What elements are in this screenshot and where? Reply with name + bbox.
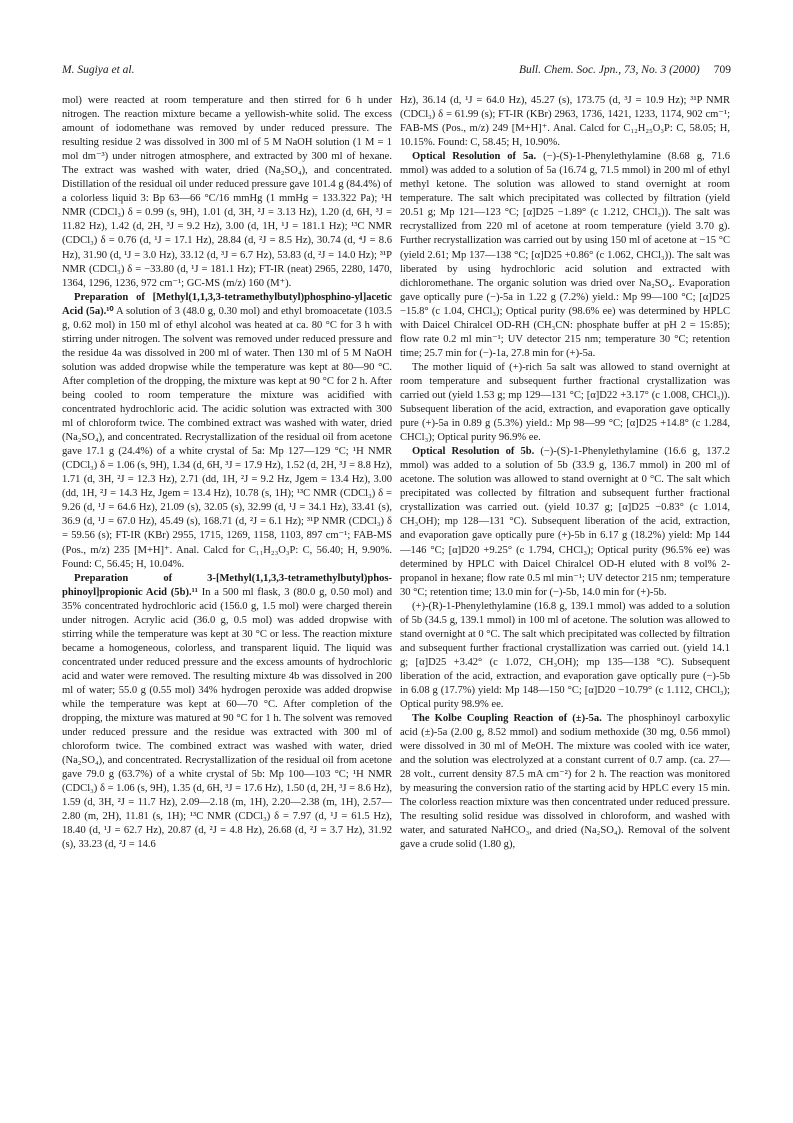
paragraph-text: A solution of 3 (48.0 g, 0.30 mol) and ethyl bromoacetate (103.5 g, 0.62 mol) in 150 ml of ethyl alcohol was heated at ca. 80 °C for 3 h with stirring under nitrogen. The solvent was removed under reduced pressure and the residue 4a was dissolved in 200 ml of water. Then 130 ml of 5 M NaOH solution was added dropwise while the temperature was kept at 80—90 °C. After completion of the dropping, the mixture was kept at 90 °C for 2 h. After being cooled to room temperature the mixture was acidified with concentrated hydrochloric acid. The acidic solution was extracted with 300 ml of chloroform twice. The combined extract was washed with water, dried (Na₂SO₄), and concentrated. Recrystallization of the residual oil from acetone gave 17.1 g (24.4%) of a white crystal of 5a: Mp 127—129 °C; ¹H NMR (CDCl₃) δ = 1.06 (s, 9H), 1.34 (d, 6H, ³J = 17.9 Hz), 1.52 (d, 2H, ³J = 8.8 Hz), 1.71 (d, 3H, ²J = 12.3 Hz), 2.71 (dd, 1H, ²J = 9.2 Hz, Jgem = 13.4 Hz), 3.00 (dd, 1H, ²J = 14.3 Hz, Jgem = 13.4 Hz), 10.78 (s, 1H); ¹³C NMR (CDCl₃) δ = 9.26 (d, ¹J = 64.6 Hz), 21.09 (s), 32.05 (s), 32.99 (d, ¹J = 34.1 Hz), 33.41 (s), 36.9 (d, ¹J = 67.0 Hz), 45.49 (s), 168.71 (d, ²J = 6.1 Hz); ³¹P NMR (CDCl₃) δ = 59.56 (s); FT-IR (KBr) 2955, 1715, 1269, 1158, 1103, 897 cm⁻¹; FAB-MS (Pos., m/z) 235 [M+H]⁺. Anal. Calcd for C₁₁H₂₃O₃P: C, 56.40; H, 9.90%. Found: C, 56.45; H, 10.04%.: [62, 305, 392, 570]
paragraph: [62, 94, 392, 291]
paragraph-text: (+)-(R)-1-Phenylethylamine (16.8 g, 139.1 mmol) was added to a solution of 5b (34.5 g, 139.1 mmol) in 100 ml of acetone. The solution was allowed to stand overnight at 0 °C. The salt which precipitated was collected by filtration and subsequent further fractional crystallization was carried out. (yield 14.1 g; [α]D25 +3.42° (c 1.072, CH₃OH); mp 135—138 °C). Subsequent liberation of the acid, extraction, and evaporation gave optically pure (−)-5b in 6.08 g (17.7%) yield: Mp 148—150 °C; [α]D20 −10.79° (c 1.112, CHCl₃); Optical purity 98.9% ee.: [400, 600, 730, 711]
paragraph: [400, 445, 730, 600]
paragraph: [62, 572, 392, 853]
paragraph: [400, 712, 730, 852]
paragraph: [400, 600, 730, 712]
section-heading: Optical Resolution of 5a.: [412, 151, 537, 163]
running-head-journal: [519, 64, 731, 76]
right-column: [400, 94, 730, 853]
paragraph: [400, 150, 730, 361]
paragraph: [400, 94, 730, 150]
paragraph-text: (−)-(S)-1-Phenylethylamine (16.6 g, 137.2 mmol) was added to a solution of 5b (33.9 g, 136.7 mmol) in 200 ml of acetone. The solution was allowed to stand overnight at 0 °C. The salt which precipitated was collected by filtration and subsequent further fractional crystallization was carried out. (yield 10.37 g; [α]D25 −0.83° (c 1.014, CH₃OH); mp 128—131 °C). Subsequent liberation of the acid, extraction, and evaporation gave optically pure (+)-5b in 6.17 g (18.2%) yield: Mp 144—146 °C; [α]D20 +9.25° (c 1.794, CHCl₃); Optical purity (96.5% ee) was determined by HPLC with Daicel Chiralcel OD-H eluted with 8 vol% 2-propanol in hexane; flow rate 0.5 ml min⁻¹; UV detector 215 nm; temperature 30 °C; retention time; 13.0 min for (−)-5b, 14.0 min for (+)-5b.: [400, 446, 730, 598]
left-column: [62, 94, 392, 853]
paragraph-text: The phosphinoyl carboxylic acid (±)-5a (2.00 g, 8.52 mmol) and sodium methoxide (30 mg, 0.56 mmol) were dissolved in 30 ml of MeOH. The mixture was cooled with ice water, and the solution was electrolyzed at a constant current of 0.7 amp. (ca. 27—28 volt., current density 87.5 mA cm⁻²) for 2 h. The reaction was monitored by measuring the conversion ratio of the starting acid by HPLC every 15 min. The colorless reaction mixture was then concentrated under reduced pressure. The resulting solid residue was dissolved in chloroform, and washed with water, and saturated NaHCO₃, and dried (Na₂SO₄). Removal of the solvent gave a crude solid (1.80 g),: [400, 713, 730, 851]
paragraph-text: mol) were reacted at room temperature and then stirred for 6 h under nitrogen. The reaction mixture became a yellowish-white solid. The excess amount of iodomethane was removed by under reduced pressure. The resulting residue 2 was dissolved in 300 ml of 5 M NaOH solution (1 M = 1 mol dm⁻³) under nitrogen atmosphere, and extracted by 300 ml of hexane. The extract was washed with water, dried (Na₂SO₄), and concentrated. Distillation of the residual oil under reduced pressure gave 101.4 g (84.4%) of a colorless liquid 3: Bp 63—66 °C/16 mmHg (1 mmHg = 133.322 Pa); ¹H NMR (CDCl₃) δ = 0.99 (s, 9H), 1.01 (d, 3H, ²J = 3.13 Hz), 1.20 (d, 6H, ³J = 11.82 Hz), 1.42 (d, 2H, ³J = 9.2 Hz), 3.00 (d, 1H, ¹J = 181.1 Hz); ¹³C NMR (CDCl₃) δ = 0.76 (d, ¹J = 17.1 Hz), 28.84 (d, ²J = 8.5 Hz), 30.74 (d, ⁴J = 8.6 Hz), 31.90 (d, ¹J = 3.0 Hz), 33.12 (d, ³J = 6.7 Hz), 53.83 (d, ²J = 14.0 Hz); ³¹P NMR (CDCl₃) δ = −33.80 (d, ¹J = 181.1 Hz); FT-IR (neat) 2965, 2280, 1470, 1364, 1296, 1236, 972 cm⁻¹; GC-MS (m/z) 160 (M⁺).: [62, 95, 392, 289]
paragraph-text: (−)-(S)-1-Phenylethylamine (8.68 g, 71.6 mmol) was added to a solution of 5a (16.74 g, 71.5 mmol) in 200 ml of ethyl methyl ketone. The solution was allowed to stand overnight at room temperature. The salt which precipitated was collected by filtration (yield 20.51 g; Mp 121—123 °C; [α]D25 −1.89° (c 1.212, CHCl₃)). The salt was recrystallized from 220 ml of acetone at room temperature (yield 3.70 g). Further recrystallization was carried out by using 150 ml of acetone at −15 °C (yield 2.61; Mp 137—138 °C; [α]D25 +0.86° (c 1.062, CHCl₃)). The salt was liberated by using hydrochloric acid solution and extracted with dichloromethane. The organic solution was dried over Na₂SO₄. Evaporation gave optically pure (−)-5a in 1.22 g (7.2%) yield.: Mp 99—100 °C; [α]D25 −15.8° (c 1.04, CHCl₃); Optical purity (98.6% ee) was determined by HPLC with Daicel Chiralcel OD-RH (CH₃CN: phosphate buffer at pH 2 = 15:85); flow rate 0.2 ml min⁻¹; UV detector 215 nm; temperature 30 °C; retention time; 25.7 min for (−)-1a, 27.8 min for (+)-5a.: [400, 151, 730, 359]
section-heading: Preparation of [Methyl(1,1,3,3-tetramethylbutyl)phosphino-yl]acetic Acid (5a).¹⁰: [62, 291, 392, 317]
paragraph-text: In a 500 ml flask, 3 (80.0 g, 0.50 mol) and 35% concentrated hydrochloric acid (156.0 g, 1.5 mol) were charged therein under nitrogen. Acrylic acid (36.0 g, 0.5 mol) was added dropwise with stirring while the temperature was kept at 30 °C or less. The reaction mixture became a homogeneous, colorless, and transparent liquid. The liquid was concentrated under reduced pressure and the excess amounts of hydrochloric acid and water were removed. The resulting mixture 4b was dissolved in 200 ml of water; 55.0 g (0.55 mol) 34% hydrogen peroxide was added dropwise while the temperature was kept at 60—70 °C. After completion of the dropping, the mixture was matured at 90 °C for 1 h. The solvent was removed under reduced pressure and the residue was extracted with 300 ml of chloroform twice. The combined extract was washed with water, dried (Na₂SO₄), and concentrated. Recrystallization of the residual oil from acetone gave 79.0 g (63.7%) of a white crystal of 5b: Mp 100—103 °C; ¹H NMR (CDCl₃) δ = 1.06 (s, 9H), 1.35 (d, 6H, ³J = 17.6 Hz), 1.50 (d, 2H, ³J = 8.6 Hz), 1.59 (d, 3H, ²J = 11.7 Hz), 2.09—2.18 (m, 1H), 2.20—2.38 (m, 1H), 2.57—2.80 (m, 2H), 11.81 (s, 1H); ¹³C NMR (CDCl₃) δ = 7.97 (d, ¹J = 61.5 Hz), 18.40 (d, ¹J = 62.7 Hz), 20.87 (d, ²J = 4.8 Hz), 26.68 (d, ²J = 3.7 Hz), 31.92 (s), 33.23 (d, ²J = 14.6: [62, 586, 392, 851]
section-heading: The Kolbe Coupling Reaction of (±)-5a.: [412, 713, 602, 725]
page-number: 709: [713, 64, 731, 76]
paragraph-text: Hz), 36.14 (d, ¹J = 64.0 Hz), 45.27 (s), 173.75 (d, ³J = 10.9 Hz); ³¹P NMR (CDCl₃) δ = 61.99 (s); FT-IR (KBr) 2963, 1736, 1421, 1233, 1174, 902 cm⁻¹; FAB-MS (Pos., m/z) 249 [M+H]⁺. Anal. Calcd for C₁₂H₂₅O₃P: C, 58.05; H, 10.15%. Found: C, 58.45; H, 10.90%.: [400, 95, 730, 149]
journal-citation: Bull. Chem. Soc. Jpn., 73, No. 3 (2000): [518, 64, 700, 76]
paragraph: [62, 291, 392, 572]
paragraph: [400, 361, 730, 445]
section-heading: Preparation of 3-[Methyl(1,1,3,3-tetramethylbutyl)phos-phinoyl]propionic Acid (5b).¹¹: [62, 572, 392, 598]
paragraph-text: The mother liquid of (+)-rich 5a salt was allowed to stand overnight at room temperature and subsequent further fractional crystallization was carried out (yield 1.53 g; mp 129—131 °C; [α]D22 +3.17° (c 1.008, CHCl₃)). Subsequent liberation of the acid, extraction, and evaporation gave optically pure (+)-5a in 0.89 g (5.3%) yield.: Mp 98—99 °C; [α]D25 +14.8° (c 1.284, CHCl₃); Optical purity 96.9% ee.: [400, 361, 730, 444]
running-head-authors: M. Sugiya et al.: [62, 64, 135, 76]
section-heading: Optical Resolution of 5b.: [412, 446, 535, 458]
